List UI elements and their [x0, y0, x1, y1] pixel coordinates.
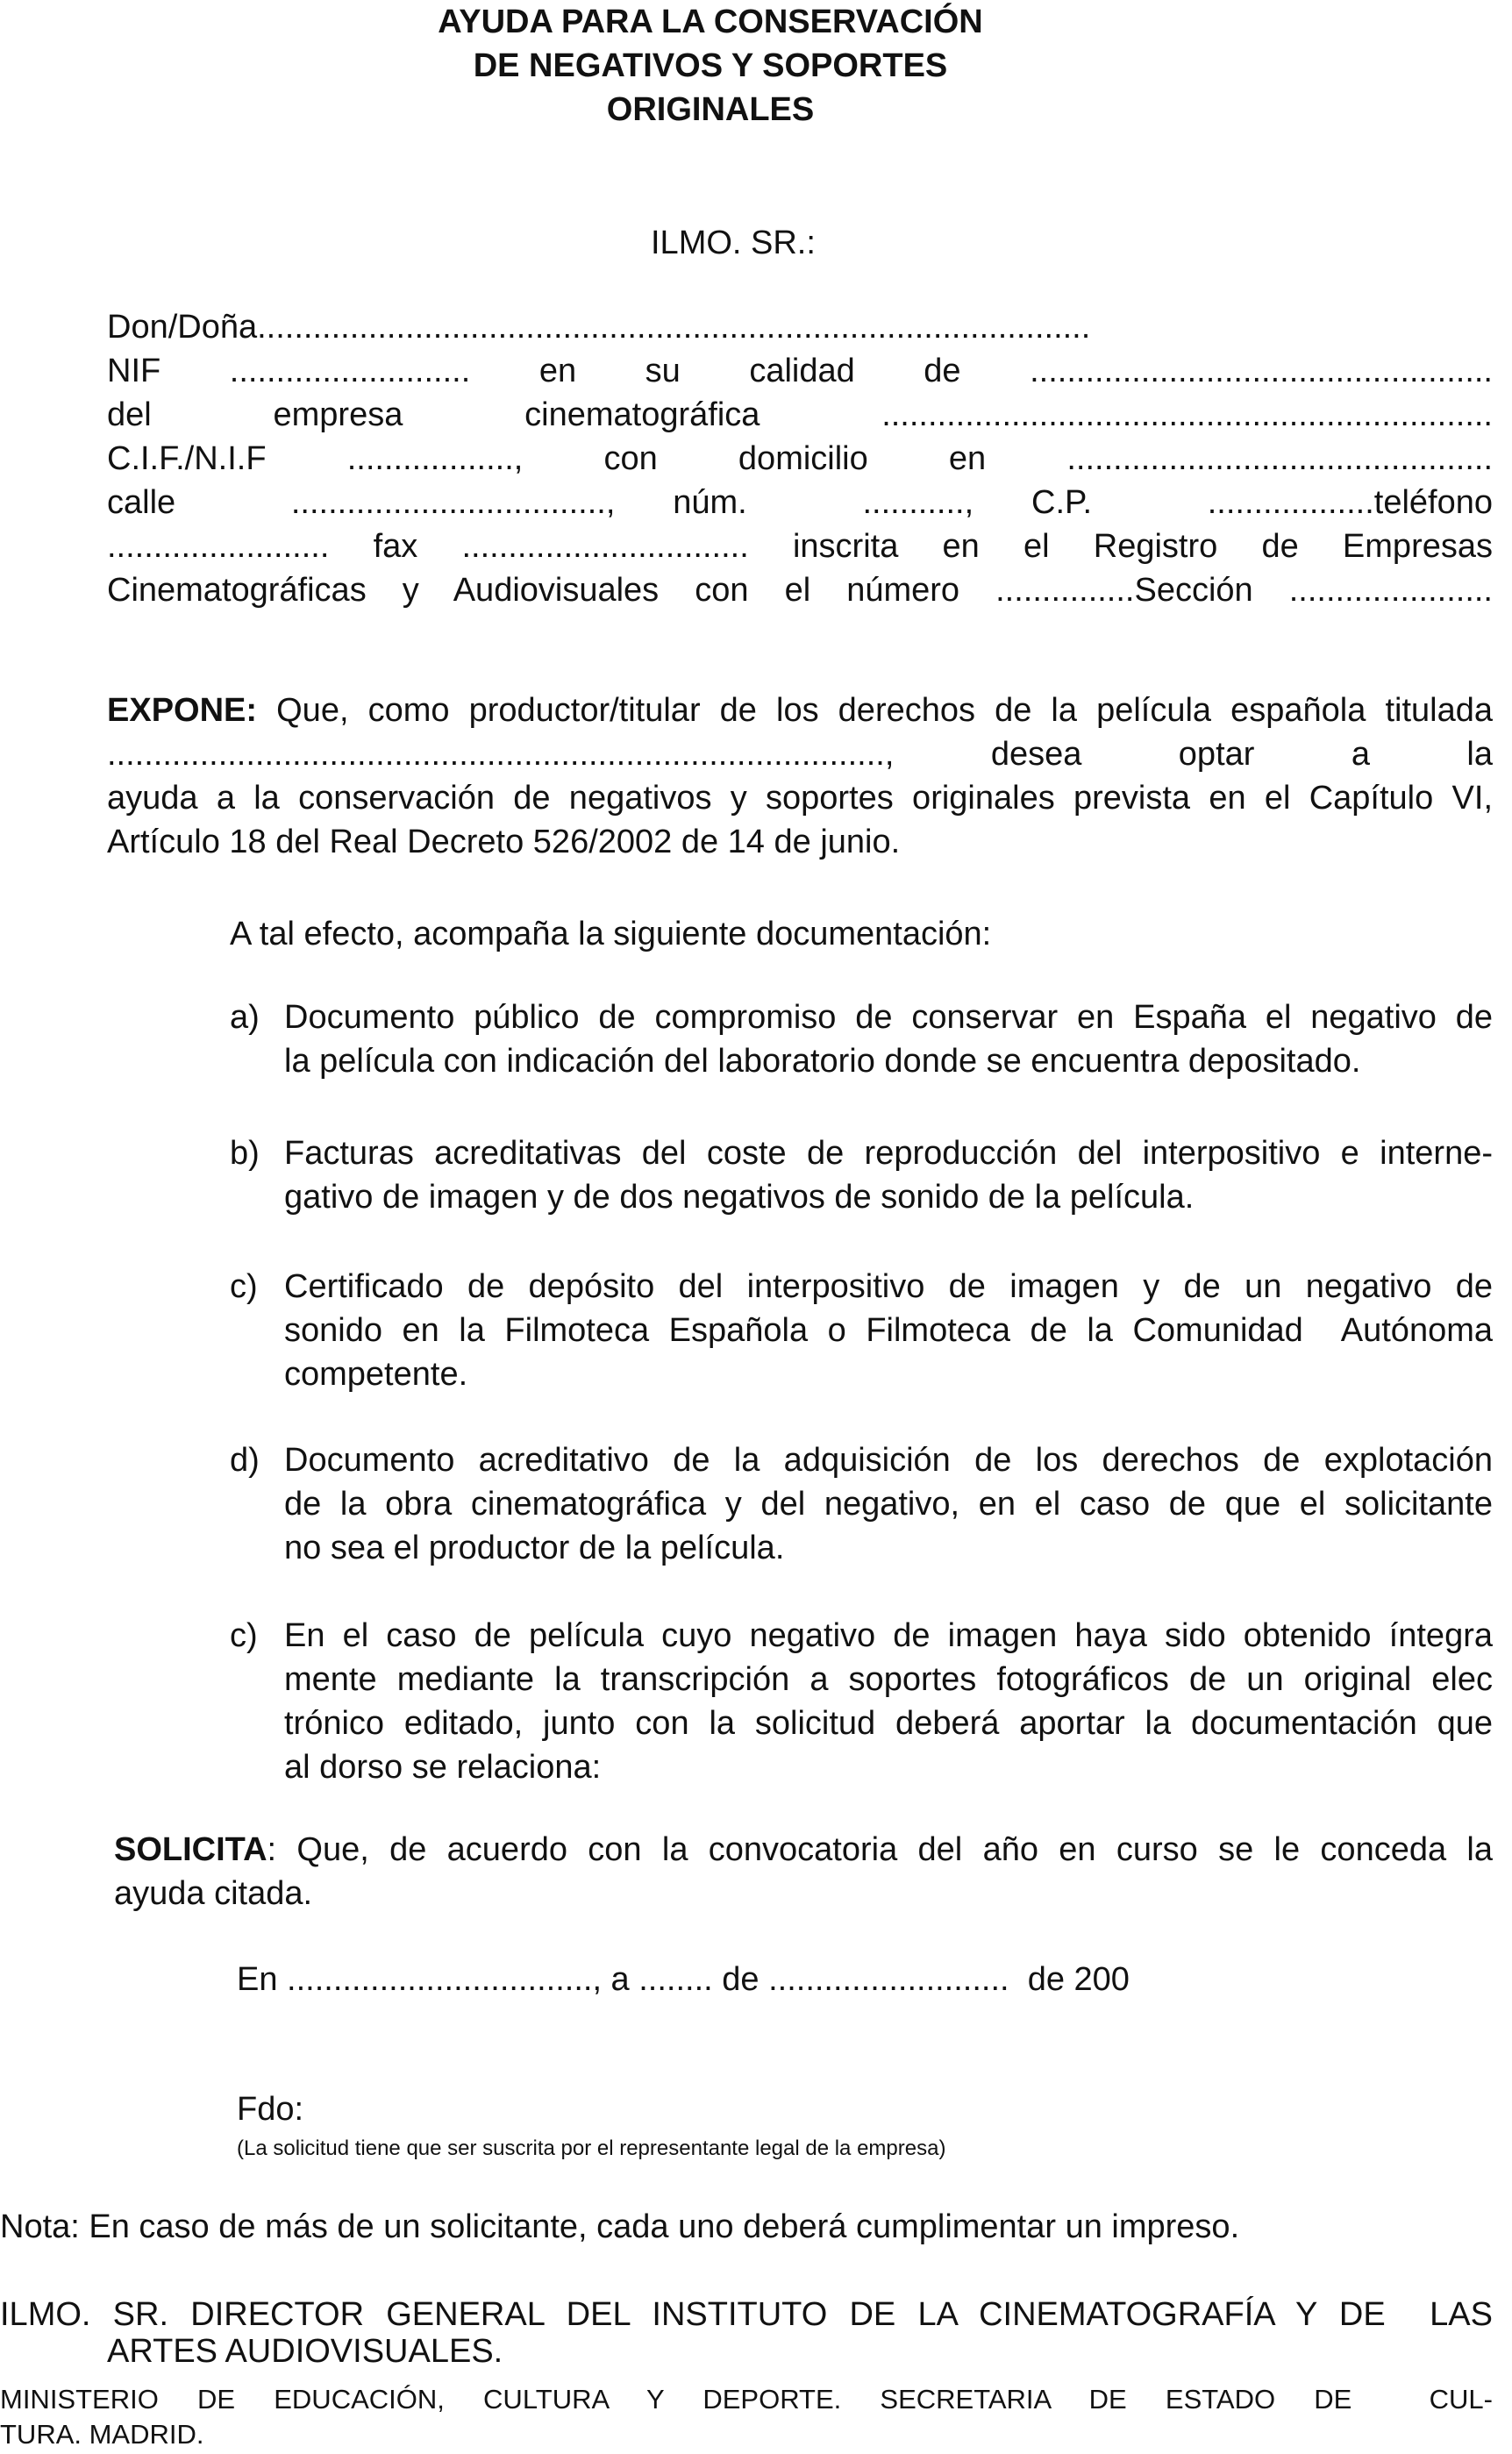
documentation-intro: A tal efecto, acompaña la siguiente documentación: [230, 916, 992, 952]
document-item-a [230, 995, 1493, 1083]
title-line-2: DE NEGATIVOS Y SOPORTES [473, 47, 948, 84]
expone-line-1 [107, 688, 1493, 732]
document-item-e [230, 1614, 1493, 1789]
item-marker: c) [230, 1268, 258, 1305]
item-text-line: trónico editado, junto con la solicitud deberá aportar la documentación que [284, 1705, 1493, 1742]
item-text-line: mente mediante la transcripción a soportes fotográficos de un original elec [284, 1661, 1493, 1698]
item-marker: d) [230, 1442, 260, 1479]
item-text-line: gativo de imagen y de dos negativos de sonido de la película. [284, 1179, 1195, 1216]
item-text-line: la película con indicación del laboratorio donde se encuentra depositado. [284, 1043, 1361, 1080]
expone-text-1: Que, como productor/titular de los derechos de la película española titulada [257, 692, 1493, 729]
ministry-line-1: MINISTERIO DE EDUCACIÓN, CULTURA Y DEPORTE. SECRETARIA DE ESTADO DE CUL- [0, 2384, 1493, 2415]
item-marker: a) [230, 999, 260, 1036]
document-item-d [230, 1438, 1493, 1570]
item-text-line: no sea el productor de la película. [284, 1530, 785, 1566]
document-item-c [230, 1265, 1493, 1396]
addressee-line-2: ARTES AUDIOVISUALES. [107, 2333, 503, 2370]
street-number-postal-phone-line[interactable]: calle .................................., núm. ..........., C.P. ..................teléfono [107, 484, 1493, 521]
item-text-line: En el caso de película cuyo negativo de imagen haya sido obtenido íntegra [284, 1617, 1493, 1654]
document-item-b [230, 1131, 1493, 1219]
signature-label[interactable]: Fdo: [237, 2091, 304, 2128]
item-text-line: Documento público de compromiso de conservar en España el negativo de [284, 999, 1493, 1036]
item-text-line: Facturas acreditativas del coste de reproducción del interpositivo e interne- [284, 1135, 1493, 1172]
expone-line-4: Artículo 18 del Real Decreto 526/2002 de 14 de junio. [107, 824, 901, 860]
title-line-1: AYUDA PARA LA CONSERVACIÓN [438, 4, 983, 40]
title-line-3: ORIGINALES [606, 91, 815, 128]
signature-note: (La solicitud tiene que ser suscrita por el representante legal de la empresa) [237, 2137, 946, 2160]
item-marker: b) [230, 1135, 260, 1172]
item-text-line: Certificado de depósito del interpositivo de imagen y de un negativo de [284, 1268, 1493, 1305]
fax-registry-line[interactable]: ........................ fax ............................... inscrita en el Registro de Empresas [107, 528, 1493, 565]
ministry-line-2: TURA. MADRID. [0, 2419, 204, 2450]
applicant-name-line[interactable]: Don/Doña.......................................................................................... [107, 309, 1091, 346]
cif-domicile-line[interactable]: C.I.F./N.I.F .................., con domicilio en .............................................. [107, 440, 1493, 477]
note: Nota: En caso de más de un solicitante, cada uno deberá cumplimentar un impreso. [0, 2208, 1240, 2245]
film-title-line[interactable]: ...................................................................................., desea optar a la [107, 736, 1493, 773]
expone-label: EXPONE: [107, 692, 258, 729]
item-text-line: Documento acreditativo de la adquisición de los derechos de explotación [284, 1442, 1493, 1479]
item-text-line: sonido en la Filmoteca Española o Filmoteca de la Comunidad Autónoma [284, 1312, 1493, 1349]
item-marker: c) [230, 1617, 258, 1654]
item-text-line: de la obra cinematográfica y del negativo, en el caso de que el solicitante [284, 1486, 1493, 1523]
place-date-line[interactable]: En ................................., a ........ de .......................... de 200 [237, 1961, 1130, 1998]
ministry [0, 2382, 1493, 2452]
solicita-line-2: ayuda citada. [114, 1875, 313, 1912]
addressee [0, 2296, 1493, 2370]
salutation: ILMO. SR.: [651, 225, 816, 261]
item-text-line: competente. [284, 1356, 468, 1393]
expone-section [107, 688, 1493, 864]
solicita-label: SOLICITA [114, 1831, 267, 1868]
solicita-section [114, 1828, 1493, 1915]
nif-capacity-line[interactable]: NIF .......................... en su calidad de .................................................. [107, 353, 1493, 389]
solicita-text-1: : Que, de acuerdo con la convocatoria del año en curso se le conceda la [267, 1831, 1493, 1868]
applicant-identification [107, 305, 1493, 612]
solicita-line-1 [114, 1828, 1493, 1872]
registry-number-section-line[interactable]: Cinematográficas y Audiovisuales con el número ...............Sección ...................... [107, 572, 1493, 609]
company-line[interactable]: del empresa cinematográfica .................................................................. [107, 396, 1493, 433]
addressee-line-1: ILMO. SR. DIRECTOR GENERAL DEL INSTITUTO DE LA CINEMATOGRAFÍA Y DE LAS [0, 2296, 1493, 2333]
expone-line-3: ayuda a la conservación de negativos y soportes originales prevista en el Capítulo VI, [107, 780, 1493, 817]
item-text-line: al dorso se relaciona: [284, 1749, 602, 1786]
document-title [403, 0, 1017, 132]
